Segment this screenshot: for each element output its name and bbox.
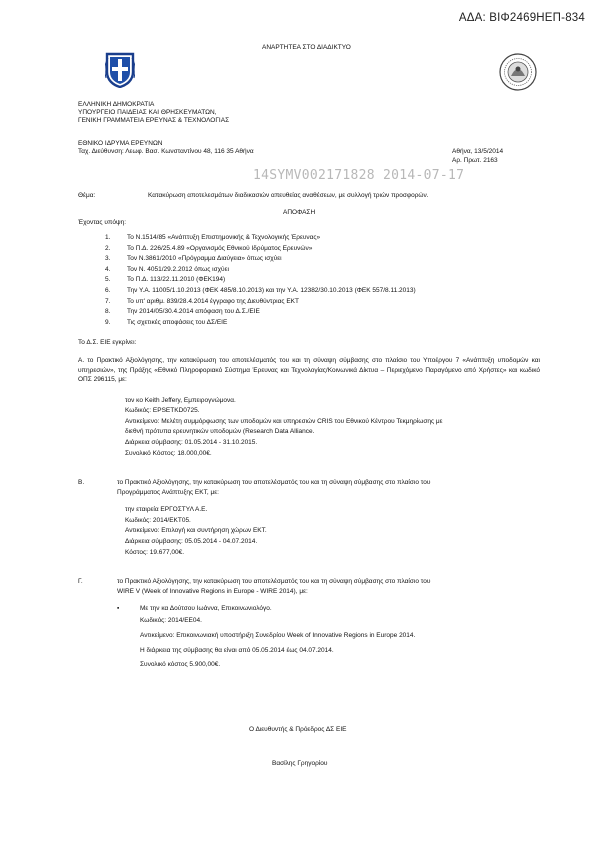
section-a-cost: Συνολικό Κόστος: 18.000,00€.: [125, 450, 212, 457]
section-c-duration: Η διάρκεια της σύμβασης θα είναι από 05.05.2014 έως 04.07.2014.: [140, 647, 334, 654]
section-b-code: Κωδικός: 2014/ΕΚΤ05.: [125, 517, 191, 524]
org-secretariat: ΓΕΝΙΚΗ ΓΡΑΜΜΑΤΕΙΑ ΕΡΕΥΝΑΣ & ΤΕΧΝΟΛΟΓΙΑΣ: [78, 117, 230, 124]
protocol-number: Αρ. Πρωτ. 2163: [452, 157, 498, 164]
list-item: 3. Τον Ν.3861/2010 «Πρόγραμμα Διαύγεια» όπως ισχύει: [105, 255, 282, 263]
posting-title: ΑΝΑΡΤΗΤΕΑ ΣΤΟ ΔΙΑΔΙΚΤΥΟ: [262, 44, 351, 51]
list-item: 8. Την 2014/05/30.4.2014 απόφαση του Δ.Σ./ΕΙΕ: [105, 308, 260, 316]
section-a-code: Κωδικός: EPSETKD0725.: [125, 407, 200, 414]
signatory-role: Ο Διευθυντής & Πρόεδρος ΔΣ ΕΙΕ: [249, 726, 347, 733]
section-a-contractor: τον κο Keith Jeffery, Εμπειρογνώμονα.: [125, 397, 236, 404]
list-item: 4. Τον Ν. 4051/29.2.2012 όπως ισχύει: [105, 265, 229, 273]
registry-stamp: 14SYMV002171828 2014-07-17: [253, 168, 465, 183]
list-item: 1. Το Ν.1514/85 «Ανάπτυξη Επιστημονικής & Τεχνολογικής Έρευνας»: [105, 234, 321, 241]
org-address: Ταχ. Διεύθυνση: Λεωφ. Βασ. Κωνσταντίνου 48, 116 35 Αθήνα: [78, 148, 254, 155]
section-c-object: Αντικείμενο: Επικοινωνιακή υποστήριξη Συνεδρίου Week of Innovative Regions in Europe 2014.: [140, 632, 416, 639]
section-c-line1: το Πρακτικό Αξιολόγησης, την κατακύρωση του αποτελέσματός του και τη σύναψη σύμβασης στο πλαίσιο του: [117, 578, 431, 585]
section-b-line1: το Πρακτικό Αξιολόγησης, την κατακύρωση του αποτελέσματός του και τη σύναψη σύμβασης στο πλαίσιο του: [117, 479, 431, 486]
section-c-letter: Γ.: [78, 578, 83, 585]
section-b-contractor: την εταιρεία ΕΡΓΟΣΤΥΛ Α.Ε.: [125, 506, 208, 513]
section-b-object: Αντικείμενο: Επιλογή και συντήρηση χώρων ΕΚΤ.: [125, 527, 267, 534]
section-a-duration: Διάρκεια σύμβασης: 01.05.2014 - 31.10.2015.: [125, 439, 258, 446]
list-item: 7. Το υπ' αριθμ. 839/28.4.2014 έγγραφο της Διευθύντριας ΕΚΤ: [105, 297, 299, 305]
list-item: 5. Το Π.Δ. 113/22.11.2010 (ΦΕΚ194): [105, 276, 226, 284]
section-c-cost: Συνολικό κόστος 5.900,00€.: [140, 661, 221, 668]
institute-seal-icon: [498, 52, 538, 92]
decision-title: ΑΠΟΦΑΣΗ: [283, 209, 316, 216]
greek-emblem-icon: [105, 52, 135, 88]
org-foundation: ΕΘΝΙΚΟ ΙΔΡΥΜΑ ΕΡΕΥΝΩΝ: [78, 140, 163, 147]
section-c-code: Κωδικός: 2014/ΕΕ04.: [140, 617, 202, 624]
section-a-paragraph: Α. το Πρακτικό Αξιολόγησης, την κατακύρωση του αποτελέσματός του και τη σύναψη σύμβασης στο πλαίσιο του Υποέργου 7 «Ανάπτυξη υποδομών και υπηρεσιών», της Πράξης «Εθνικό Πληροφοριακό Σύστημα Έρευνας και Τεχνολογίας/Κοινωνικά Δίκτυα – Περιεχόμενο Παραγόμενο από Χρήστες» και κωδικό ΟΠΣ 296115, με:: [78, 357, 540, 383]
section-a-object-cont: διεθνή πρότυπα ερευνητικών υποδομών (Research Data Alliance.: [125, 428, 315, 435]
section-a-object: Αντικείμενο: Μελέτη συμμόρφωσης των υποδομών και υπηρεσιών CRIS του Εθνικού Κέντρου Τεκμηρίωσης με: [125, 418, 443, 425]
section-c-line2: WIRE V (Week of Innovative Regions in Europe - WIRE 2014), με:: [117, 588, 308, 595]
subject-text: Κατακύρωση αποτελεσμάτων διαδικασιών απευθείας αναθέσεων, με συλλογή τριών προσφορών.: [148, 192, 429, 199]
considering-heading: Έχοντας υπόψη:: [78, 219, 127, 226]
considerations-list: [105, 234, 545, 329]
document-date: Αθήνα, 13/5/2014: [452, 148, 504, 155]
list-item: 6. Την Υ.Α. 11005/1.10.2013 (ΦΕΚ 485/8.10.2013) και την Υ.Α. 12382/30.10.2013 (ΦΕΚ 557/8.11.2013): [105, 286, 416, 294]
section-b-letter: Β.: [78, 479, 85, 486]
ada-code: ΑΔΑ: ΒΙΦ2469ΗΕΠ-834: [458, 12, 585, 24]
list-item: 9. Τις σχετικές αποφάσεις του ΔΣ/ΕΙΕ: [105, 318, 228, 326]
section-c-contractor: Με την κα Δούτσου Ιωάννα, Επικοινωνιολόγο.: [140, 605, 272, 612]
subject-label: Θέμα:: [78, 192, 96, 199]
approves-heading: Το Δ.Σ. ΕΙΕ εγκρίνει:: [78, 339, 137, 346]
section-b-line2: Προγράμματος Ανάπτυξης ΕΚΤ, με:: [117, 489, 219, 496]
section-b-cost: Κόστος: 19.677,00€.: [125, 549, 185, 556]
list-item: 2. Το Π.Δ. 226/25.4.89 «Οργανισμός Εθνικού Ιδρύματος Ερευνών»: [105, 244, 313, 252]
bullet-icon: ▪: [117, 605, 120, 612]
org-country: ΕΛΛΗΝΙΚΗ ΔΗΜΟΚΡΑΤΙΑ: [78, 101, 155, 108]
signatory-name: Βασίλης Γρηγορίου: [272, 760, 328, 767]
section-b-duration: Διάρκεια σύμβασης: 05.05.2014 - 04.07.2014.: [125, 538, 258, 545]
org-ministry: ΥΠΟΥΡΓΕΙΟ ΠΑΙΔΕΙΑΣ ΚΑΙ ΘΡΗΣΚΕΥΜΑΤΩΝ,: [78, 109, 217, 116]
